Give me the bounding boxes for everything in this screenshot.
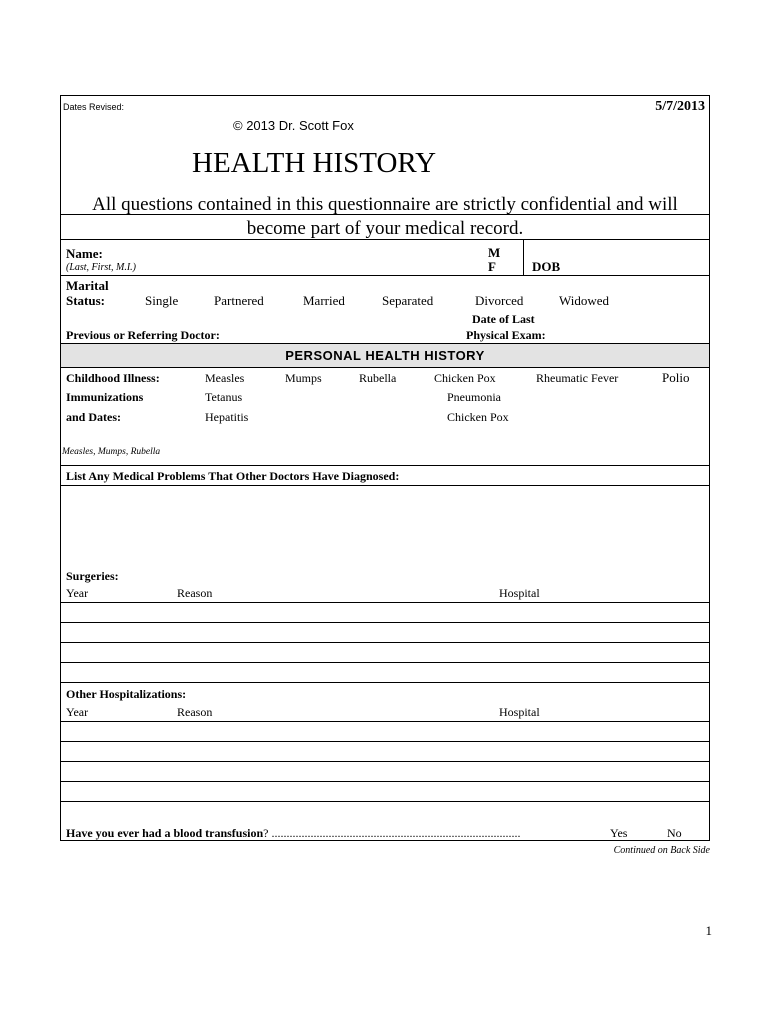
childhood-measles[interactable]: Measles <box>205 371 245 385</box>
referring-doctor-field[interactable] <box>250 324 450 342</box>
surgery-row-line <box>60 602 710 603</box>
medical-problems-label: List Any Medical Problems That Other Doctors Have Diagnosed: <box>66 469 400 483</box>
divider <box>60 367 710 368</box>
immunizations-label: Immunizations <box>66 390 144 404</box>
childhood-chicken-pox[interactable]: Chicken Pox <box>434 371 496 385</box>
name-hint: (Last, First, M.I.) <box>66 262 136 273</box>
confidentiality-notice-line2: become part of your medical record. <box>246 218 524 239</box>
hospitalizations-label: Other Hospitalizations: <box>66 687 187 701</box>
transfusion-no-option[interactable]: No <box>667 826 682 840</box>
sex-option-f[interactable]: F <box>488 259 496 274</box>
surgery-row-line <box>60 682 710 683</box>
page-number: 1 <box>705 923 712 938</box>
transfusion-question: Have you ever had a blood transfusion <box>66 826 264 840</box>
marital-option-divorced[interactable]: Divorced <box>475 293 524 308</box>
immunization-pneumonia[interactable]: Pneumonia <box>447 390 501 404</box>
surgeries-reason-header: Reason <box>177 586 213 600</box>
hospitalization-entry-row[interactable] <box>62 783 708 800</box>
copyright: © 2013 Dr. Scott Fox <box>233 118 354 133</box>
hospitalization-row-line <box>60 801 710 802</box>
surgery-row-line <box>60 622 710 623</box>
divider <box>60 275 710 276</box>
immunizations-dates-label: and Dates: <box>66 410 122 424</box>
surgery-entry-row[interactable] <box>62 604 708 621</box>
hospitalizations-hospital-header: Hospital <box>499 705 540 719</box>
last-exam-field[interactable] <box>560 324 705 342</box>
surgery-entry-row[interactable] <box>62 624 708 641</box>
childhood-rubella[interactable]: Rubella <box>359 371 397 385</box>
last-exam-label-line2: Physical Exam: <box>466 328 546 342</box>
immunization-mmr[interactable]: Measles, Mumps, Rubella <box>62 447 161 457</box>
last-exam-label-line1: Date of Last <box>472 312 535 326</box>
hospitalization-row-line <box>60 721 710 722</box>
dob-label: DOB <box>532 259 561 274</box>
marital-option-separated[interactable]: Separated <box>382 293 434 308</box>
divider <box>523 239 524 275</box>
medical-problems-field[interactable] <box>62 488 708 564</box>
marital-option-partnered[interactable]: Partnered <box>214 293 264 308</box>
page-title: HEALTH HISTORY <box>192 147 437 179</box>
surgeries-hospital-header: Hospital <box>499 586 540 600</box>
immunization-hepatitis[interactable]: Hepatitis <box>205 410 249 424</box>
childhood-polio[interactable]: Polio <box>662 370 690 385</box>
surgery-entry-row[interactable] <box>62 644 708 661</box>
continued-note: Continued on Back Side <box>613 845 710 856</box>
sex-option-m[interactable]: M <box>488 245 501 260</box>
hospitalization-entry-row[interactable] <box>62 743 708 760</box>
marital-option-widowed[interactable]: Widowed <box>559 293 610 308</box>
referring-doctor-label: Previous or Referring Doctor: <box>66 328 220 342</box>
hospitalization-row-line <box>60 741 710 742</box>
name-field[interactable] <box>130 244 510 272</box>
hospitalization-row-line <box>60 761 710 762</box>
surgeries-label: Surgeries: <box>66 569 119 583</box>
transfusion-leader: ? ................................................................................... <box>263 826 521 840</box>
divider <box>60 465 710 466</box>
revision-date: 5/7/2013 <box>655 99 705 114</box>
status-label: Status: <box>66 293 106 308</box>
transfusion-question-row <box>66 826 520 841</box>
childhood-rheumatic-fever[interactable]: Rheumatic Fever <box>536 371 619 385</box>
immunization-tetanus[interactable]: Tetanus <box>205 390 243 404</box>
marital-option-single[interactable]: Single <box>145 293 179 308</box>
hospitalizations-year-header: Year <box>66 705 89 719</box>
surgeries-year-header: Year <box>66 586 89 600</box>
surgery-row-line <box>60 662 710 663</box>
marital-label: Marital <box>66 278 109 293</box>
surgery-entry-row[interactable] <box>62 664 708 681</box>
divider <box>60 485 710 486</box>
childhood-illness-label: Childhood Illness: <box>66 371 160 385</box>
hospitalization-entry-row[interactable] <box>62 763 708 780</box>
confidentiality-notice-line1: All questions contained in this questionnaire are strictly confidential and will <box>92 194 678 215</box>
divider <box>60 343 710 344</box>
hospitalizations-reason-header: Reason <box>177 705 213 719</box>
marital-option-married[interactable]: Married <box>303 293 345 308</box>
immunization-chicken-pox[interactable]: Chicken Pox <box>447 410 509 424</box>
surgery-row-line <box>60 642 710 643</box>
dates-revised-label: Dates Revised: <box>63 102 125 112</box>
name-label: Name: <box>66 246 103 261</box>
dob-field[interactable] <box>565 244 705 272</box>
hospitalization-row-line <box>60 781 710 782</box>
personal-health-history-heading: PERSONAL HEALTH HISTORY <box>285 348 485 363</box>
hospitalization-entry-row[interactable] <box>62 723 708 740</box>
transfusion-yes-option[interactable]: Yes <box>610 826 628 840</box>
childhood-mumps[interactable]: Mumps <box>285 371 322 385</box>
